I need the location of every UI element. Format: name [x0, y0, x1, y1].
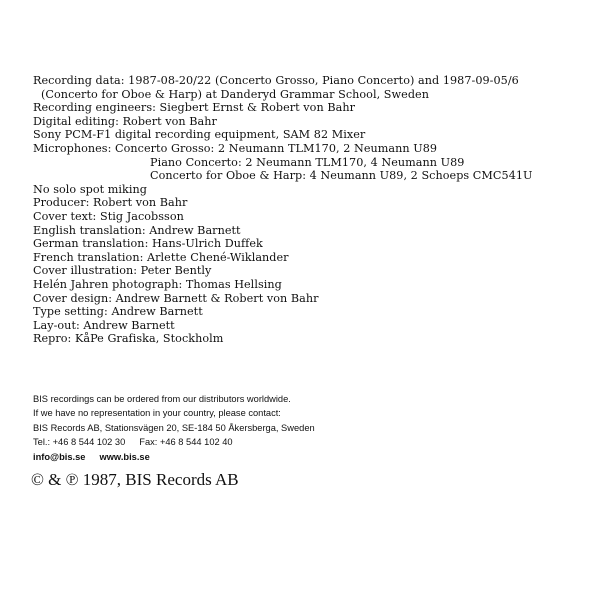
- fax: Fax: +46 8 544 102 40: [139, 437, 233, 448]
- credit-line: Lay-out: Andrew Barnett: [33, 318, 175, 332]
- credit-line: (Concerto for Oboe & Harp) at Danderyd Grammar School, Sweden: [41, 87, 429, 101]
- copyright-notice: © & ℗ 1987, BIS Records AB: [31, 470, 239, 489]
- credit-line: Concerto for Oboe & Harp: 4 Neumann U89, 2 Schoeps CMC541U: [150, 169, 533, 183]
- credit-line: Cover text: Stig Jacobsson: [33, 209, 184, 223]
- credit-line: Recording data: 1987-08-20/22 (Concerto Grosso, Piano Concerto) and 1987-09-05/6: [33, 74, 519, 87]
- contact-info: [33, 392, 533, 464]
- credit-line: Digital editing: Robert von Bahr: [33, 114, 217, 128]
- credit-line: Recording engineers: Siegbert Ernst & Robert von Bahr: [33, 101, 355, 115]
- recording-credits: [33, 74, 593, 346]
- credit-line: Repro: KåPe Grafiska, Stockholm: [33, 332, 224, 346]
- credit-line: French translation: Arlette Chené-Wiklander: [33, 250, 289, 264]
- credit-line: Type setting: Andrew Barnett: [33, 305, 203, 319]
- contact-line: BIS recordings can be ordered from our distributors worldwide.: [33, 394, 291, 404]
- credit-line: Cover illustration: Peter Bently: [33, 264, 212, 278]
- credit-line: Cover design: Andrew Barnett & Robert von Bahr: [33, 291, 319, 305]
- email-link[interactable]: info@bis.se: [33, 451, 86, 462]
- credit-line: Producer: Robert von Bahr: [33, 196, 188, 210]
- credit-line: Helén Jahren photograph: Thomas Hellsing: [33, 277, 282, 291]
- credit-line: No solo spot miking: [33, 182, 147, 196]
- website-link[interactable]: www.bis.se: [99, 451, 150, 462]
- contact-web-row: [33, 450, 533, 464]
- credit-line: German translation: Hans-Ulrich Duffek: [33, 237, 263, 251]
- credit-line: English translation: Andrew Barnett: [33, 223, 241, 237]
- credit-line: Sony PCM-F1 digital recording equipment, SAM 82 Mixer: [33, 128, 366, 142]
- contact-phone-row: [33, 435, 533, 449]
- contact-line: If we have no representation in your country, please contact:: [33, 408, 281, 419]
- credit-line: Microphones: Concerto Grosso: 2 Neumann TLM170, 2 Neumann U89: [33, 141, 438, 155]
- telephone: Tel.: +46 8 544 102 30: [33, 437, 126, 448]
- credit-line: Piano Concerto: 2 Neumann TLM170, 4 Neumann U89: [150, 155, 465, 169]
- contact-address: BIS Records AB, Stationsvägen 20, SE-184 50 Åkersberga, Sweden: [33, 422, 315, 433]
